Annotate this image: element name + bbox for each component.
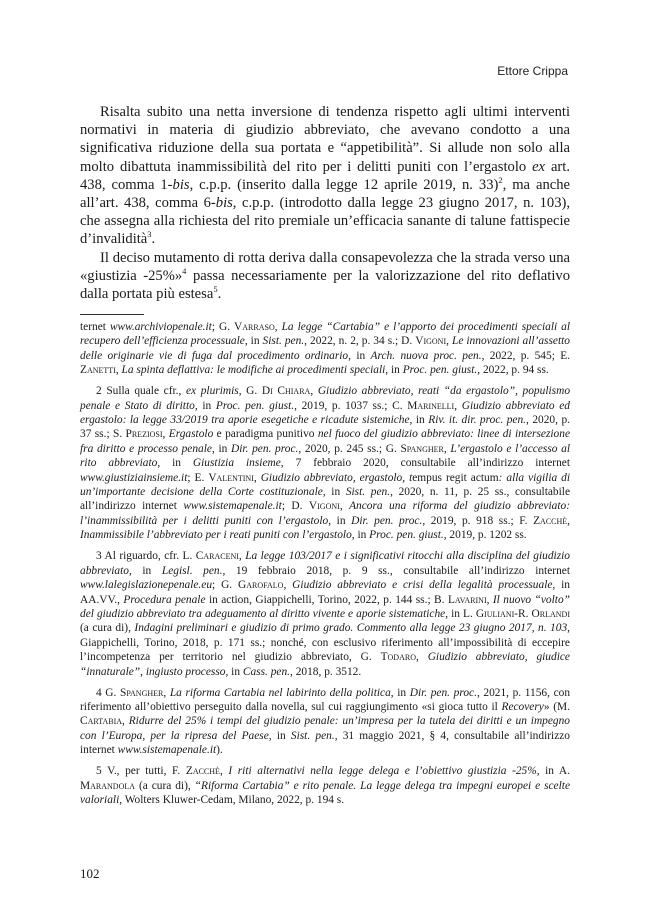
footnote-number: 3 — [96, 550, 102, 563]
author-name: Spangher — [119, 686, 164, 699]
footnote-ref-5[interactable]: 5 — [213, 284, 218, 295]
text-run: , — [115, 364, 122, 377]
footnote-5 — [80, 764, 570, 807]
text-run: ; G. — [211, 321, 235, 333]
italic-text: : alla vigilia di un’importante decisione della Corte costituzionale — [80, 471, 571, 499]
page-number: 102 — [80, 866, 100, 881]
author-name: Vigoni — [415, 335, 447, 348]
italic-text: Sist. pen. — [345, 486, 391, 499]
text-run: , 19 febbraio 2018, p. 9 ss., consultabile all’indirizzo internet — [222, 564, 570, 577]
author-name: Giuliani — [475, 607, 515, 620]
italic-text: Cass. pen. — [242, 665, 291, 678]
text-run: , in — [128, 564, 162, 577]
italic-text: Sist. pen. — [262, 335, 305, 348]
italic-text: ex — [532, 158, 546, 175]
author-name: Vigoni — [308, 500, 340, 513]
author-name: Garofalo — [238, 579, 284, 592]
italic-text: bis — [215, 195, 233, 212]
text-run: , 7 febbraio 2020, consultabile all’indirizzo internet — [280, 457, 570, 470]
text-run: , in A. — [536, 765, 571, 778]
author-name: Lavarini — [447, 593, 487, 606]
footnote-continued — [80, 320, 570, 378]
text-run: , in — [409, 414, 429, 427]
italic-text: Giudizio abbreviato, ergastolo, t — [260, 471, 413, 484]
text-run: ; G. — [212, 579, 239, 592]
italic-text: www.sistemapenale.it — [183, 500, 282, 513]
text-run: , 2019, p. 918 ss.; F. — [422, 514, 534, 527]
text-run: , in — [322, 486, 346, 499]
text-run: , in — [194, 399, 216, 412]
text-run: , in — [268, 729, 291, 742]
text-run: , — [339, 500, 350, 513]
italic-text: Ridurre del 25% i tempi del giudizio penale: un’impresa per la tutela dei diritti e un impegno con l’Europa, per la ripresa del Paese — [80, 715, 571, 742]
italic-text: Sist. pen. — [290, 729, 335, 742]
italic-text: La legge 103/2017 e i significativi ritocchi alla disciplina del giudizio abbreviato — [80, 550, 570, 577]
text-run: , c.p.p. (inserito dalla legge 12 aprile 2019, n. 33) — [189, 176, 499, 193]
text-run: , — [238, 550, 246, 563]
italic-text: Il nuovo “volto” del giudizio abbreviato tra adeguamento al diritto vivente e aporie sistematiche — [80, 593, 570, 620]
text-run: , Giappichelli, Torino, 2018, p. 171 ss.; nonché, con esclusivo riferimento all’impossibilità di eccepire l’incompetenza per territorio nel giudizio abbreviato, G. — [80, 622, 570, 664]
italic-text: Ancora una riforma del giudizio abbreviato: l’inammissibilità per i delitti puniti con l’ergastolo — [80, 500, 570, 527]
text-run: Sulla quale cfr., — [101, 385, 186, 398]
italic-text: Procedura penale — [123, 593, 206, 606]
text-run: , in — [225, 665, 243, 678]
author-name: Zacchè — [185, 765, 220, 778]
text-run: e paradigma punitivo — [213, 428, 318, 441]
text-run: Al riguardo, cfr. L. — [101, 550, 196, 563]
text-run: , in — [157, 457, 193, 470]
italic-text: Giudizio abbreviato ed ergastolo: la legge 33/2019 tra aporie esegetiche e ricadute sistemiche — [80, 399, 570, 427]
author-name: Cartabia — [80, 715, 123, 728]
text-run: . — [151, 231, 156, 248]
footnotes — [80, 320, 570, 814]
footnote-separator — [80, 314, 144, 315]
italic-text: Ergastolo — [168, 428, 214, 441]
text-run: , in — [211, 442, 232, 455]
italic-text: Dir. pen. proc. — [231, 442, 299, 455]
italic-text: Legisl. pen. — [161, 564, 223, 577]
text-run: , — [253, 471, 261, 484]
paragraph-1 — [80, 103, 570, 249]
text-run: (a cura di), — [80, 622, 135, 635]
text-run: , ma anche all’art. 438, comma 6- — [80, 176, 570, 212]
author-name: Zacchè — [533, 514, 568, 527]
text-run: , — [415, 651, 428, 664]
author-name: Preziosi — [125, 428, 163, 441]
text-run: , 31 maggio 2021, § 4, consultabile all’indirizzo internet — [80, 729, 570, 757]
text-run: , in — [351, 529, 370, 542]
author-name: Marinelli — [407, 399, 455, 412]
footnote-number: 2 — [96, 385, 102, 398]
text-run: , 2018, p. 3512. — [290, 665, 362, 678]
text-run: , — [446, 335, 452, 348]
author-name: Varraso — [234, 321, 275, 333]
text-run: , in — [385, 364, 403, 377]
text-run: G. — [101, 686, 120, 699]
text-run: Il deciso mutamento di rotta deriva dalla consapevolezza che la strada verso una «giustizia -25%» — [80, 249, 570, 284]
text-run: , — [274, 321, 282, 333]
text-run: , — [122, 715, 129, 728]
text-run: , 2022, p. 545; E. — [481, 349, 571, 362]
italic-text: Giustizia insieme — [192, 457, 281, 470]
text-run: , 2019, p. 1037 ss.; C. — [294, 399, 408, 412]
italic-text: La spinta deflattiva: le modifiche ai procedimenti speciali — [121, 364, 386, 377]
text-run: , in — [244, 335, 263, 348]
italic-text: Giudizio abbreviato e crisi della legalità processuale — [292, 579, 553, 592]
italic-text: Proc. pen. giust. — [402, 364, 478, 377]
italic-text: La legge “Cartabia” e l’apporto dei procedimenti speciali al recupero dell’efficienza processuale — [80, 321, 571, 348]
text-run: , 2021, p. 1156, con riferimento all’obiettivo perseguito dalla novella, sul cui raggiungimento «si gioca tutto il — [80, 686, 571, 713]
author-name: Di Chiara — [261, 385, 311, 398]
text-run: ). — [216, 744, 223, 757]
text-run: Risalta subito una netta inversione di tendenza rispetto agli ultimi interventi normativi in materia di giudizio abbreviato, che avevano condotto a una significativa riduzione della sua portata e “appetibilità”. Si allude non solo alla molto dibattuta inammissibilità del rito per i delitti puniti con l’ergastolo — [80, 104, 570, 175]
text-run: , in AA.VV., — [80, 579, 570, 606]
text-run: , — [443, 442, 451, 455]
italic-text: bis — [172, 176, 190, 193]
italic-text: www.giustiziainsieme.it — [80, 471, 188, 484]
text-run: , — [219, 765, 229, 778]
italic-text: Inammissibile l’abbreviato per i reati puniti con l’ergastolo — [80, 529, 352, 542]
text-run: , in — [328, 514, 352, 527]
footnote-number: 5 — [96, 765, 102, 778]
text-run: -R. — [514, 607, 532, 620]
italic-text: Riv. it. dir. proc. pen. — [428, 414, 527, 427]
italic-text: Recovery — [501, 700, 544, 713]
italic-text: Giudizio abbreviato, giudice “innaturale”, ingiusto processo — [80, 651, 570, 678]
text-run: , 2022, p. 94 ss. — [477, 364, 549, 377]
italic-text: ex plurimis — [185, 385, 239, 398]
footnote-2 — [80, 384, 570, 542]
italic-text: www.sistemapenale.it — [117, 744, 217, 757]
text-run: V., per tutti, F. — [101, 765, 186, 778]
italic-text: Indagini preliminari e giudizio di primo grado. Commento alla legge 23 giugno 2017, n. 103 — [134, 622, 568, 635]
italic-text: Giudizio abbreviato, reati “da ergastolo”, populismo penale e Stato di diritto — [80, 385, 571, 412]
italic-text: Proc. pen. giust. — [215, 399, 295, 412]
text-run: , c.p.p. (introdotto dalla legge 23 giugno 2017, n. 103), che assegna alla richiesta del rito premiale un’efficacia sanante di talune fattispecie d’invalidità — [80, 195, 571, 248]
text-run: , — [567, 514, 571, 527]
text-run: , in — [348, 349, 371, 362]
italic-text: L’ergastolo e l’accesso al rito abbreviato — [80, 442, 571, 470]
text-run: , 2020, n. 11, p. 25 ss., consultabile all’indirizzo internet — [80, 486, 571, 513]
text-run: empus regit actum — [412, 471, 499, 484]
footnote-4 — [80, 686, 570, 758]
italic-text: nel fuoco del giudizio abbreviato: linee di intersezione fra diritto e processo penale — [80, 428, 570, 455]
italic-text: La riforma Cartabia nel labirinto della politica — [169, 686, 391, 699]
text-run: ; D. — [281, 500, 309, 513]
italic-text: Le innovazioni all’assetto delle originarie vie di fuga dal procedimento ordinario — [80, 335, 571, 362]
text-run: in action, Giappichelli, Torino, 2022, p. 144 ss.; B. — [205, 593, 448, 606]
italic-text: “Riforma Cartabia” e rito penale. La legge delega tra impegni europei e scelte valoriali — [80, 779, 570, 806]
text-run: , — [162, 428, 169, 441]
footnote-ref-4[interactable]: 4 — [182, 265, 187, 276]
text-run: , in L. — [445, 607, 476, 620]
text-run: , 2020, p. 245 ss.; G. — [298, 442, 401, 455]
italic-text: I riti alternativi nella legge delega e l’obiettivo giustizia -25% — [228, 765, 537, 778]
footnote-ref-3[interactable]: 3 — [147, 229, 152, 240]
text-run: . — [217, 286, 222, 303]
paragraph-2 — [80, 249, 570, 304]
author-name: Spangher — [400, 442, 444, 455]
author-name: Todaro — [380, 651, 416, 664]
text-run: , 2019, p. 1202 ss. — [443, 529, 527, 542]
author-name: Orlandi — [531, 607, 570, 620]
italic-text: Arch. nuova proc. pen. — [370, 349, 482, 362]
text-run: , Wolters Kluwer-Cedam, Milano, 2022, p. 194 s. — [119, 793, 345, 806]
italic-text: Dir. pen. proc. — [351, 514, 423, 527]
running-header-author: Ettore Crippa — [497, 64, 568, 78]
text-run: , — [163, 686, 170, 699]
text-run: , G. — [238, 385, 262, 398]
text-run: art. 438, comma 1- — [80, 158, 570, 193]
text-run: ; E. — [187, 471, 209, 484]
text-run: (a cura di), — [135, 779, 195, 792]
author-name: Marandola — [80, 779, 136, 792]
author-name: Zanetti — [80, 364, 116, 377]
italic-text: Proc. pen. giust. — [369, 529, 444, 542]
text-run: , — [310, 385, 318, 398]
author-name: Valentini — [208, 471, 254, 484]
italic-text: www.archiviopenale.it — [109, 321, 212, 333]
footnote-3 — [80, 549, 570, 679]
text-run: , — [283, 579, 293, 592]
main-text — [80, 103, 570, 303]
text-run: , 2022, n. 2, p. 34 s.; D. — [304, 335, 416, 348]
italic-text: www.lalegislazionepenale.eu — [80, 579, 213, 592]
text-run: ternet — [80, 321, 110, 333]
text-run: » (M. — [543, 700, 570, 713]
text-run: , — [454, 399, 462, 412]
text-run: , in — [390, 686, 410, 699]
footnote-ref-2[interactable]: 2 — [498, 174, 503, 185]
text-run: , 2020, p. 37 ss.; S. — [80, 414, 571, 441]
footnote-number: 4 — [96, 686, 102, 699]
text-run: , — [486, 593, 493, 606]
author-name: Caraceni — [195, 550, 239, 563]
text-run: passa necessariamente per la valorizzazione del rito deflativo dalla portata più estesa — [80, 267, 570, 303]
italic-text: Dir. pen. proc. — [409, 686, 477, 699]
